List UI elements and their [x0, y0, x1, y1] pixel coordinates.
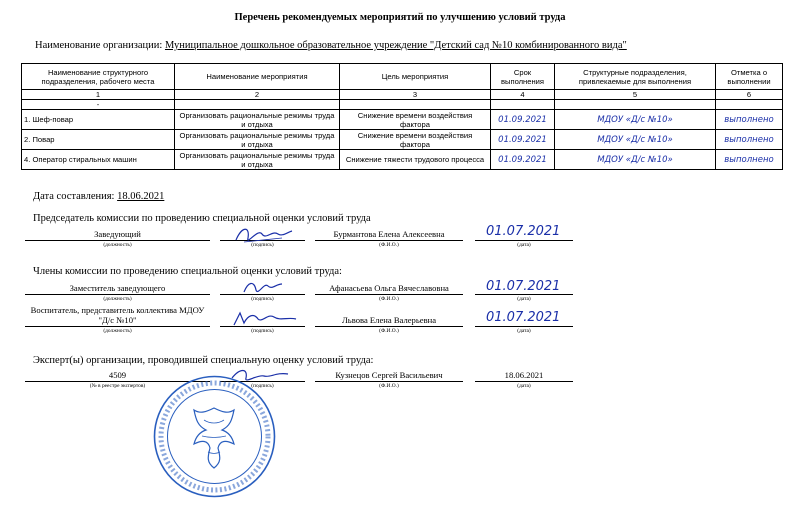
- date-compiled: [33, 191, 164, 202]
- chair-date-line: [475, 240, 573, 241]
- table-row: [22, 150, 783, 170]
- header-term: Срок выполнения: [491, 64, 555, 90]
- term-handwritten: 01.09.2021: [498, 114, 547, 125]
- member-date-handwritten: 01.07.2021: [486, 310, 561, 325]
- member-position: Заместитель заведующего: [69, 283, 166, 293]
- chair-signature: [232, 222, 294, 248]
- member-position-line: [25, 294, 210, 295]
- empty-cell: [340, 100, 491, 110]
- expert-date-line: [475, 381, 573, 382]
- measure-cell: Организовать рациональные режимы труда и отдыха: [175, 130, 340, 150]
- caption-position: (должность): [103, 328, 132, 334]
- table-row: [22, 130, 783, 150]
- caption-date: (дата): [517, 328, 531, 334]
- chair-date-handwritten: 01.07.2021: [486, 224, 561, 239]
- measure-cell: Организовать рациональные режимы труда и отдыха: [175, 150, 340, 170]
- table-header-row: [22, 64, 783, 90]
- member-name: Львова Елена Валерьевна: [341, 315, 437, 325]
- members-heading: Члены комиссии по проведению специальной оценки условий труда:: [33, 266, 342, 277]
- chair-name-line: [315, 240, 463, 241]
- empty-cell: [555, 100, 716, 110]
- goal-cell: Снижение времени воздействия фактора: [340, 130, 491, 150]
- caption-date: (дата): [517, 242, 531, 248]
- date-compiled-value: 18.06.2021: [117, 191, 165, 202]
- member-name-line: [315, 294, 463, 295]
- organization-name: Муниципальное дошкольное образовательное учреждение "Детский сад №10 комбинированного вида": [164, 40, 627, 51]
- organization-label: Наименование организации:: [35, 40, 163, 51]
- goal-cell: Снижение времени воздействия фактора: [340, 110, 491, 130]
- organization-line: [35, 40, 627, 51]
- measures-table: [21, 63, 783, 170]
- mark-handwritten: выполнено: [724, 114, 774, 125]
- header-units: Структурные подразделения, привлекаемые для выполнения: [555, 64, 716, 90]
- caption-fio: (Ф.И.О.): [379, 296, 399, 302]
- caption-signature: (подпись): [251, 328, 274, 334]
- chair-position: Заведующий: [94, 229, 141, 239]
- page-title: Перечень рекомендуемых мероприятий по улучшению условий труда: [234, 12, 566, 23]
- member-position: Воспитатель, представитель коллектива МДОУ "Д/с №10": [30, 305, 205, 325]
- workplace-cell: 4. Оператор стиральных машин: [22, 150, 175, 170]
- caption-date: (дата): [517, 383, 531, 389]
- term-handwritten: 01.09.2021: [498, 154, 547, 165]
- units-handwritten: МДОУ «Д/с №10»: [597, 154, 673, 165]
- official-seal: [152, 374, 277, 499]
- expert-name-line: [315, 381, 463, 382]
- mark-handwritten: выполнено: [724, 134, 774, 145]
- column-number: 2: [175, 90, 340, 100]
- chair-heading: Председатель комиссии по проведению специальной оценки условий труда: [33, 213, 371, 224]
- dash-cell: -: [22, 100, 175, 110]
- chair-name: Бурмантова Елена Алексеевна: [333, 229, 445, 239]
- caption-fio: (Ф.И.О.): [379, 328, 399, 334]
- header-goal: Цель мероприятия: [340, 64, 491, 90]
- caption-fio: (Ф.И.О.): [379, 242, 399, 248]
- workplace-cell: 1. Шеф-повар: [22, 110, 175, 130]
- caption-signature: (подпись): [251, 383, 274, 389]
- caption-signature: (подпись): [251, 242, 274, 248]
- member-name: Афанасьева Ольга Вячеславовна: [329, 283, 449, 293]
- mark-handwritten: выполнено: [724, 154, 774, 165]
- column-number: 5: [555, 90, 716, 100]
- member-position-line: [25, 326, 210, 327]
- header-mark: Отметка о выполнении: [716, 64, 783, 90]
- caption-position: (должность): [103, 242, 132, 248]
- expert-date: 18.06.2021: [504, 370, 544, 380]
- header-measure: Наименование мероприятия: [175, 64, 340, 90]
- column-number: 6: [716, 90, 783, 100]
- column-number-row: [22, 90, 783, 100]
- table-row: [22, 110, 783, 130]
- member-signature: [230, 307, 300, 329]
- date-compiled-label: Дата составления:: [33, 191, 115, 202]
- empty-cell: [491, 100, 555, 110]
- empty-cell: [716, 100, 783, 110]
- expert-number: 4509: [108, 370, 127, 380]
- goal-cell: Снижение тяжести трудового процесса: [340, 150, 491, 170]
- member-signature: [240, 276, 284, 298]
- caption-date: (дата): [517, 296, 531, 302]
- column-number: 4: [491, 90, 555, 100]
- header-place: Наименование структурного подразделения, рабочего места: [22, 64, 175, 90]
- column-number: 3: [340, 90, 491, 100]
- chair-position-line: [25, 240, 210, 241]
- member-name-line: [315, 326, 463, 327]
- caption-signature: (подпись): [251, 296, 274, 302]
- member-date-line: [475, 326, 573, 327]
- dash-row: [22, 100, 783, 110]
- workplace-cell: 2. Повар: [22, 130, 175, 150]
- member-date-line: [475, 294, 573, 295]
- units-handwritten: МДОУ «Д/с №10»: [597, 134, 673, 145]
- units-handwritten: МДОУ «Д/с №10»: [597, 114, 673, 125]
- term-handwritten: 01.09.2021: [498, 134, 547, 145]
- member-date-handwritten: 01.07.2021: [486, 279, 561, 294]
- caption-position: (должность): [103, 296, 132, 302]
- expert-heading: Эксперт(ы) организации, проводившей специальную оценку условий труда:: [33, 355, 374, 366]
- column-number: 1: [22, 90, 175, 100]
- caption-fio: (Ф.И.О.): [379, 383, 399, 389]
- expert-name: Кузнецов Сергей Васильевич: [335, 370, 443, 380]
- caption-expert-number: (№ в реестре экспертов): [89, 383, 146, 389]
- measure-cell: Организовать рациональные режимы труда и отдыха: [175, 110, 340, 130]
- empty-cell: [175, 100, 340, 110]
